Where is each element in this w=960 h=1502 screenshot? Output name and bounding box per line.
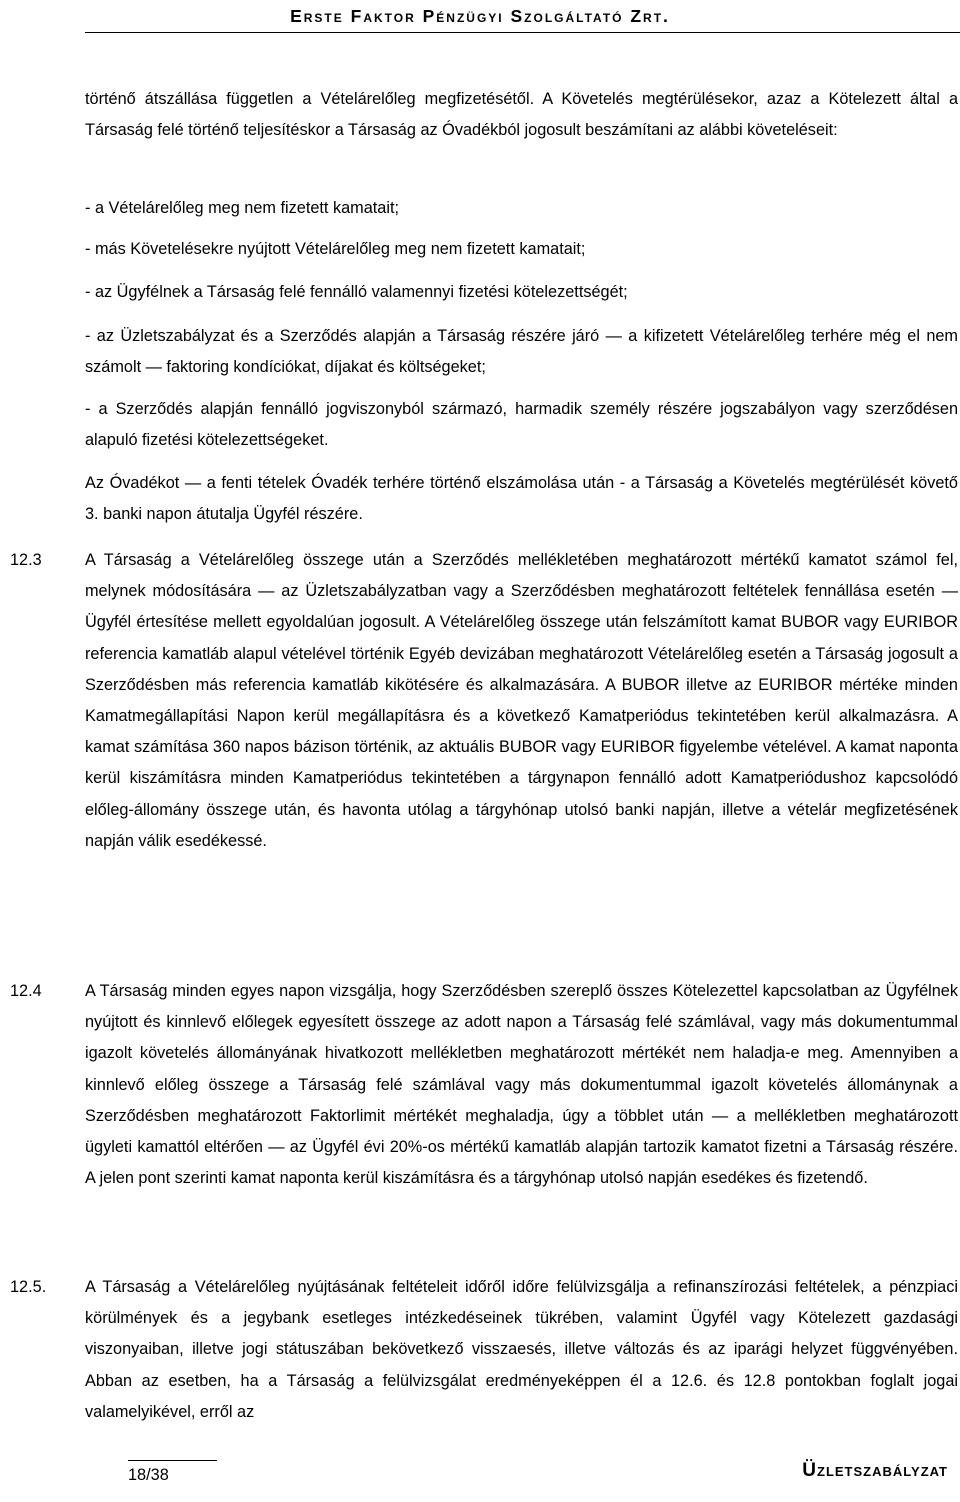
section-text-12-3: A Társaság a Vételárelőleg összege után a Szerződés mellékletében meghatározott mértékű kamatot számol fel, melynek módosítására — az Üzletszabályzatban vagy a Szerződésben meghatározott feltételek fennállása esetén — Ügyfél értesítése mellett egyoldalúan jogosult. A Vételárelőleg összege után felszámított kamat BUBOR vagy EURIBOR referencia kamatláb alapul vételével történik Egyéb devizában meghatározott Vételárelőleg esetén a Társaság jogosult a Szerződésben más referencia kamatláb kikötésére és alkalmazására. A BUBOR illetve az EURIBOR mértéke minden Kamatmegállapítási Napon kerül megállapításra és a következő Kamatperiódus tekintetében kerül alkalmazásra. A kamat számítása 360 napos bázison történik, az aktuális BUBOR vagy EURIBOR figyelembe vételével. A kamat naponta kerül kiszámításra minden Kamatperiódus tekintetében a tárgynapon fennálló adott Kamatperiódushoz kapcsolódó előleg-állomány összege után, és havonta utólag a tárgyhónap utolsó banki napján, illetve a vételár megfizetésének napján válik esedékessé. [85, 551, 958, 850]
footer-divider [128, 1460, 217, 1461]
list-item-2: - más Követelésekre nyújtott Vételárelőleg meg nem fizetett kamatait; [85, 240, 586, 258]
section-number-12-5: 12.5. [10, 1278, 47, 1296]
footer-title: Üzletszabályzat [802, 1460, 948, 1481]
list-item-3: - az Ügyfélnek a Társaság felé fennálló valamennyi fizetési kötelezettségét; [85, 283, 628, 301]
page-number: 18/38 [128, 1466, 169, 1484]
section-number-12-4: 12.4 [10, 982, 42, 1000]
list-item-1: - a Vételárelőleg meg nem fizetett kamatait; [85, 199, 400, 217]
paragraph-ovadek: Az Óvadékot — a fenti tételek Óvadék terhére történő elszámolása után - a Társaság a Követelés megtérülését követő 3. banki napon átutalja Ügyfél részére. [85, 474, 958, 524]
header-divider [85, 32, 960, 33]
list-item-5: - a Szerződés alapján fennálló jogviszonyból származó, harmadik személy részére jogszabályon vagy szerződésen alapuló fizetési kötelezettségeket. [85, 400, 958, 450]
section-text-12-5: A Társaság a Vételárelőleg nyújtásának feltételeit időről időre felülvizsgálja a refinanszírozási feltételek, a pénzpiaci körülmények és a jegybank esetleges intézkedéseinek tükrében, valamint Ügyfél vagy Kötelezett gazdasági viszonyaiban, illetve jogi státuszában bekövetkező visszaesés, illetve változás és az iparági helyzet függvényében. Abban az esetben, ha a Társaság a felülvizsgálat eredményeképpen él a 12.6. és 12.8 pontokban foglalt jogai valamelyikével, erről az [85, 1278, 958, 1421]
section-text-12-4: A Társaság minden egyes napon vizsgálja, hogy Szerződésben szereplő összes Kötelezettel kapcsolatban az Ügyfélnek nyújtott és kinnlevő előlegek egyesített összege az adott napon a Társaság felé számlával, vagy más dokumentummal igazolt követelés állományának hivatkozott mellékletben meghatározott mértékét nem haladja-e meg. Amennyiben a kinnlevő előleg összege a Társaság felé számlával vagy más dokumentummal igazolt követelés állománynak a Szerződésben meghatározott Faktorlimit mértékét meghaladja, úgy a többlet után — a mellékletben meghatározott ügyleti kamattól eltérően — az Ügyfél évi 20%-os mértékű kamatláb alapján tartozik kamatot fizetni a Társaság részére. A jelen pont szerinti kamat naponta kerül kiszámításra és a tárgyhónap utolsó napján esedékes és fizetendő. [85, 982, 958, 1188]
section-number-12-3: 12.3 [10, 551, 42, 569]
document-header: Erste Faktor Pénzügyi Szolgáltató Zrt. [290, 6, 670, 26]
paragraph-continuation: történő átszállása független a Vételárelőleg megfizetésétől. A Követelés megtérülésekor, azaz a Kötelezett által a Társaság felé történő teljesítéskor a Társaság az Óvadékból jogosult beszámítani az alábbi követeléseit: [85, 90, 958, 140]
list-item-4: - az Üzletszabályzat és a Szerződés alapján a Társaság részére járó — a kifizetett Vételárelőleg terhére még el nem számolt — faktoring kondíciókat, díjakat és költségeket; [85, 327, 958, 377]
